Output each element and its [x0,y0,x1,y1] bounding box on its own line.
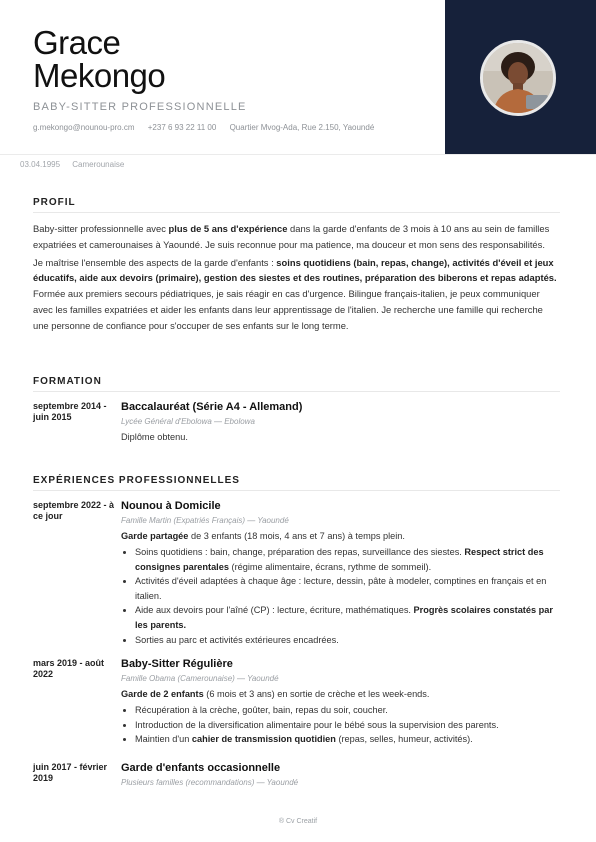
entry-body [121,658,560,747]
profile-paragraph-2: Je maîtrise l'ensemble des aspects de la garde d'enfants : soins quotidiens (bain, repas, change), activités d'éveil et jeux éducatifs, aide aux devoirs (primaire), gestion des siestes et des routines, préparation des biberons et repas adaptés. Formée aux premiers secours pédiatriques, je sais réagir en cas d'urgence. Bilingue français-italien, je peux communiquer avec les familles expatriées et aider les enfants dans leur apprentissage de l'italien. Je recherche une famille qui recherche une personne de confiance pour s'occuper de ses enfants sur le long terme. [33,256,557,331]
education-section [33,376,560,442]
experience-section [33,475,560,787]
entry-body [121,500,560,647]
entry-title: Baccalauréat (Série A4 - Allemand) [121,401,303,413]
entry-description: Garde de 2 enfants (6 mois et 3 ans) en sortie de crèche et les week-ends. [121,689,430,699]
personal-details [20,160,134,169]
list-item: • Aide aux devoirs pour l'aîné (CP) : lecture, écriture, mathématiques. Progrès scolaires constatés par les parents. [135,603,560,632]
task-list [121,545,560,647]
candidate-name [33,26,165,92]
nationality: Camerounaise [72,160,125,169]
entry-body [121,762,560,788]
entry-title: Garde d'enfants occasionnelle [121,762,281,774]
entry-date: septembre 2022 - à ce jour [33,500,115,521]
first-name: Grace [33,24,121,61]
contact-line [33,123,385,132]
list-item: • Récupération à la crèche, goûter, bain, repas du soir, coucher. [135,703,560,718]
phone-text: +237 6 93 22 11 00 [147,123,217,132]
entry-body [121,401,560,443]
entry-organization: Famille Martin (Expatriés Français) — Yaoundé [121,516,289,525]
section-title-experience: EXPÉRIENCES PROFESSIONNELLES [33,475,560,491]
email-text: g.mekongo@nounou-pro.cm [33,123,135,132]
list-item: • Soins quotidiens : bain, change, préparation des repas, surveillance des siestes. Respect strict des consignes parentales (régime alimentaire, écrans, rythme de sommeil). [135,545,560,574]
list-item: • Sorties au parc et activités extérieures encadrées. [135,633,560,648]
entry-date: septembre 2014 - juin 2015 [33,401,107,422]
list-item: • Maintien d'un cahier de transmission quotidien (repas, selles, humeur, activités). [135,732,560,747]
section-title-education: FORMATION [33,376,560,392]
section-title-profile: PROFIL [33,197,560,213]
birth-date: 03.04.1995 [20,160,61,169]
entry-organization: Lycée Général d'Ebolowa — Ebolowa [121,417,255,426]
footer-credit: ® Cv Creatif [278,818,318,825]
entry-description: Garde partagée de 3 enfants (18 mois, 4 ans et 7 ans) à temps plein. [121,531,405,541]
list-item: • Introduction de la diversification alimentaire pour le bébé sous la supervision des parents. [135,718,560,733]
entry-organization: Famille Obama (Camerounaise) — Yaoundé [121,674,279,683]
profile-section [33,197,560,334]
entry-description: Diplôme obtenu. [121,432,188,442]
entry-date: mars 2019 - août 2022 [33,658,105,679]
profile-paragraph-1: Baby-sitter professionnelle avec plus de 5 ans d'expérience dans la garde d'enfants de 3 mois à 10 ans au sein de familles expatriées et camerounaises à Yaoundé. Je suis reconnue pour ma patience, ma douceur et mon sens des responsabilités. [33,223,550,250]
entry-title: Nounou à Domicile [121,500,221,512]
entry-organization: Plusieurs familles (recommandations) — Yaoundé [121,778,299,787]
last-name: Mekongo [33,57,166,94]
job-title: BABY-SITTER PROFESSIONNELLE [33,101,247,113]
header-divider [0,154,596,155]
avatar [480,40,556,116]
entry-date: juin 2017 - février 2019 [33,762,108,783]
task-list [121,703,560,747]
list-item: • Activités d'éveil adaptées à chaque âge : lecture, dessin, pâte à modeler, comptines en français et en italien. [135,574,560,603]
address-text: Quartier Mvog-Ada, Rue 2.150, Yaoundé [229,123,375,132]
profile-photo [483,43,553,113]
entry-title: Baby-Sitter Régulière [121,658,233,670]
